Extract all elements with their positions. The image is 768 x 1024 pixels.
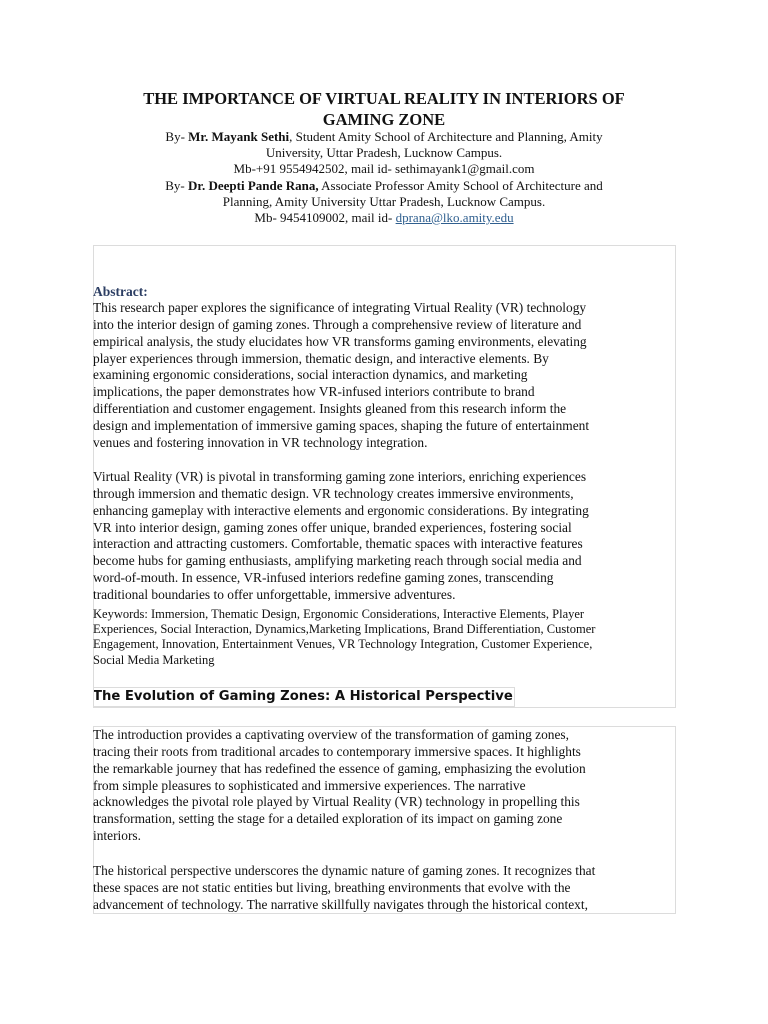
author1-name: Mr. Mayank Sethi bbox=[188, 129, 290, 144]
text-line: tracing their roots from traditional arcades to contemporary immersive spaces. It highlights bbox=[93, 743, 581, 759]
abstract-paragraph bbox=[93, 300, 678, 452]
text-line: into the interior design of gaming zones. Through a comprehensive review of literature and bbox=[93, 316, 582, 332]
text-line: word-of-mouth. In essence, VR-infused interiors redefine gaming zones, transcending bbox=[93, 570, 554, 586]
text-line: implications, the paper demonstrates how VR-infused interiors contribute to brand bbox=[93, 384, 535, 400]
paper-title bbox=[80, 88, 688, 130]
text-line: Keywords: Immersion, Thematic Design, Ergonomic Considerations, Interactive Elements, Player bbox=[93, 607, 585, 621]
author2-prefix: By- bbox=[165, 177, 188, 193]
summary-paragraph bbox=[93, 469, 678, 604]
keywords-paragraph bbox=[93, 607, 678, 668]
author2-line bbox=[80, 178, 688, 194]
text-line: differentiation and customer engagement. Insights gleaned from this research inform the bbox=[93, 401, 567, 417]
introduction-paragraph bbox=[93, 727, 678, 845]
text-line: The historical perspective underscores the dynamic nature of gaming zones. It recognizes that bbox=[93, 863, 596, 878]
text-line: Engagement, Innovation, Entertainment Venues, VR Technology Integration, Customer Experience, bbox=[93, 637, 593, 652]
author1-contact: Mb-+91 9554942502, mail id- sethimayank1@gmail.com bbox=[233, 161, 535, 177]
history-paragraph bbox=[93, 863, 678, 914]
text-line: Social Media Marketing bbox=[93, 652, 215, 667]
text-line: Virtual Reality (VR) is pivotal in transforming gaming zone interiors, enriching experiences bbox=[93, 469, 587, 484]
text-line: VR into interior design, gaming zones offer unique, branded experiences, fostering social bbox=[93, 519, 572, 535]
text-line: from simple pleasures to sophisticated and immersive experiences. The narrative bbox=[93, 777, 526, 793]
text-line: venues and fostering innovation in VR technology integration. bbox=[93, 434, 428, 450]
author2-contact bbox=[80, 210, 688, 226]
author1-affiliation: , Student Amity School of Architecture and Planning, Amity bbox=[289, 129, 603, 144]
abstract-heading: Abstract: bbox=[93, 284, 148, 299]
title-line: GAMING ZONE bbox=[322, 110, 446, 129]
text-line: examining ergonomic considerations, social interaction dynamics, and marketing bbox=[93, 367, 528, 383]
author2-name: Dr. Deepti Pande Rana, bbox=[188, 177, 319, 193]
text-line: enhancing gameplay with interactive elements and ergonomic considerations. By integrating bbox=[93, 502, 589, 518]
text-line: traditional boundaries to offer unforgettable, immersive adventures. bbox=[93, 586, 456, 602]
text-line: The introduction provides a captivating overview of the transformation of gaming zones, bbox=[93, 727, 569, 742]
title-line: THE IMPORTANCE OF VIRTUAL REALITY IN INTERIORS OF bbox=[143, 89, 625, 108]
text-line: design and implementation of immersive gaming spaces, shaping the future of entertainment bbox=[93, 417, 590, 433]
text-line: advancement of technology. The narrative skillfully navigates through the historical context, bbox=[93, 896, 588, 912]
text-line: empirical analysis, the study elucidates how VR transforms gaming environments, elevating bbox=[93, 333, 587, 349]
text-line: player experiences through immersion, thematic design, and interactive elements. By bbox=[93, 350, 549, 366]
author1-affiliation-cont: University, Uttar Pradesh, Lucknow Campus. bbox=[265, 145, 503, 161]
author2-affiliation: Associate Professor Amity School of Architecture and bbox=[318, 177, 603, 193]
text-line: interaction and attracting customers. Comfortable, thematic spaces with interactive features bbox=[93, 536, 583, 552]
author1-line bbox=[80, 129, 688, 145]
text-line: through immersion and thematic design. VR technology creates immersive environments, bbox=[93, 485, 574, 501]
author2-email-link[interactable]: dprana@lko.amity.edu bbox=[395, 210, 514, 226]
text-line: acknowledges the pivotal role played by Virtual Reality (VR) technology in propelling this bbox=[93, 794, 580, 810]
author1-prefix: By- bbox=[165, 129, 189, 144]
author-block bbox=[80, 129, 688, 226]
author2-affiliation-cont: Planning, Amity University Uttar Pradesh, Lucknow Campus. bbox=[222, 193, 546, 209]
text-line: the remarkable journey that has redefined the essence of gaming, emphasizing the evolution bbox=[93, 760, 586, 776]
text-line: interiors. bbox=[93, 828, 141, 844]
text-line: become hubs for gaming enthusiasts, amplifying marketing reach through social media and bbox=[93, 553, 582, 569]
text-line: transformation, setting the stage for a detailed exploration of its impact on gaming zone bbox=[93, 811, 563, 827]
author2-contact-prefix: Mb- 9454109002, mail id- bbox=[254, 210, 396, 226]
text-line: This research paper explores the significance of integrating Virtual Reality (VR) technology bbox=[93, 300, 587, 315]
text-line: these spaces are not static entities but living, breathing environments that evolve with the bbox=[93, 879, 571, 895]
text-line: Experiences, Social Interaction, Dynamics,Marketing Implications, Brand Differentiation, Customer bbox=[93, 622, 596, 637]
section-heading: The Evolution of Gaming Zones: A Historical Perspective bbox=[93, 689, 513, 704]
